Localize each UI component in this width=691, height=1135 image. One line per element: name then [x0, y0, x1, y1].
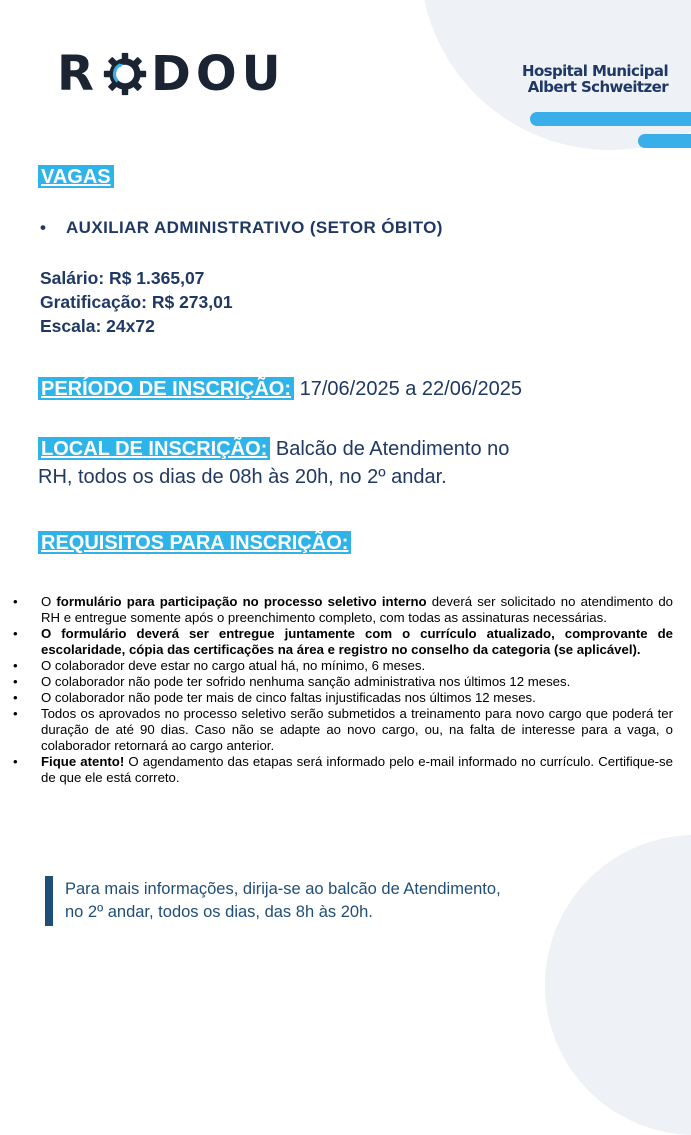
list-item: [11, 754, 673, 786]
req-text: deverá ser solicitado no atendimento do RH e entregue somente após o preenchimento completo, com todas as assinaturas necessárias.: [41, 594, 673, 625]
req-bold: formulário para participação no processo seletivo interno: [56, 594, 427, 609]
list-item: [11, 658, 673, 674]
decorative-stripe: [530, 112, 691, 126]
list-item: [11, 706, 673, 754]
info-line1: Para mais informações, dirija-se ao balcão de Atendimento,: [65, 880, 501, 898]
periodo-label: PERÍODO DE INSCRIÇÃO:: [38, 377, 294, 400]
req-bold: Fique atento!: [41, 754, 125, 769]
periodo-inscricao: [38, 378, 522, 401]
bullet: •: [13, 674, 18, 689]
info-line2: no 2º andar, todos os dias, das 8h às 20h.: [65, 903, 373, 921]
list-item: [11, 690, 673, 706]
local-label: LOCAL DE INSCRIÇÃO:: [38, 437, 270, 460]
decorative-circle-bottom: [545, 835, 691, 1135]
req-text: O: [41, 594, 57, 609]
escala: Escala: 24x72: [40, 316, 155, 336]
hospital-line2: Albert Schweitzer: [527, 78, 668, 96]
salario: Salário: R$ 1.365,07: [40, 268, 205, 288]
info-callout: [45, 876, 501, 926]
req-text: O agendamento das etapas será informado pelo e-mail informado no currículo. Certifique-se de que ele está correto.: [41, 754, 673, 785]
bullet: •: [13, 626, 18, 641]
vaga-cargo: [40, 218, 443, 238]
bullet: •: [13, 594, 18, 609]
logo-text-left: R: [57, 46, 99, 102]
periodo-value: 17/06/2025 a 22/06/2025: [299, 378, 523, 400]
vaga-details: [40, 266, 233, 338]
decorative-stripe-short: [638, 134, 691, 148]
bullet: •: [13, 690, 18, 705]
vaga-cargo-text: AUXILIAR ADMINISTRATIVO (SETOR ÓBITO): [66, 218, 443, 237]
req-bold: O formulário deverá ser entregue juntamente com o currículo atualizado, comprovante de escolaridade, cópia das certificações na área e registro no conselho da categoria (se aplicável).: [41, 626, 673, 657]
hospital-name: [522, 63, 668, 95]
bullet: •: [13, 658, 18, 673]
req-text: O colaborador não pode ter mais de cinco faltas injustificadas nos últimos 12 meses.: [41, 690, 536, 705]
bullet: •: [40, 218, 47, 237]
list-item: [11, 626, 673, 658]
requisitos-heading-block: [38, 532, 351, 555]
hospital-line1: Hospital Municipal: [522, 62, 668, 80]
vagas-heading-block: [38, 166, 114, 189]
req-text: O colaborador não pode ter sofrido nenhuma sanção administrativa nos últimos 12 meses.: [41, 674, 571, 689]
bullet: •: [13, 706, 18, 721]
requisitos-heading: REQUISITOS PARA INSCRIÇÃO:: [38, 531, 351, 554]
list-item: [11, 594, 673, 626]
req-text: O colaborador deve estar no cargo atual há, no mínimo, 6 meses.: [41, 658, 426, 673]
rodou-logo: [57, 46, 286, 102]
local-inscricao: [38, 435, 638, 491]
gratificacao: Gratificação: R$ 273,01: [40, 292, 233, 312]
local-value-line2: RH, todos os dias de 08h às 20h, no 2º andar.: [38, 466, 447, 488]
gear-icon: [102, 51, 148, 97]
vagas-heading: VAGAS: [38, 165, 114, 188]
logo-text-right: DOU: [150, 46, 286, 102]
bullet: •: [13, 754, 18, 769]
list-item: [11, 674, 673, 690]
local-value-line1: Balcão de Atendimento no: [275, 438, 510, 460]
req-text: Todos os aprovados no processo seletivo serão submetidos a treinamento para novo cargo que poderá ter duração de até 90 dias. Caso não se adapte ao novo cargo, ou, na falta de interesse para a vaga, o colaborador retornará ao cargo anterior.: [41, 706, 673, 753]
requisitos-list: [11, 594, 673, 786]
